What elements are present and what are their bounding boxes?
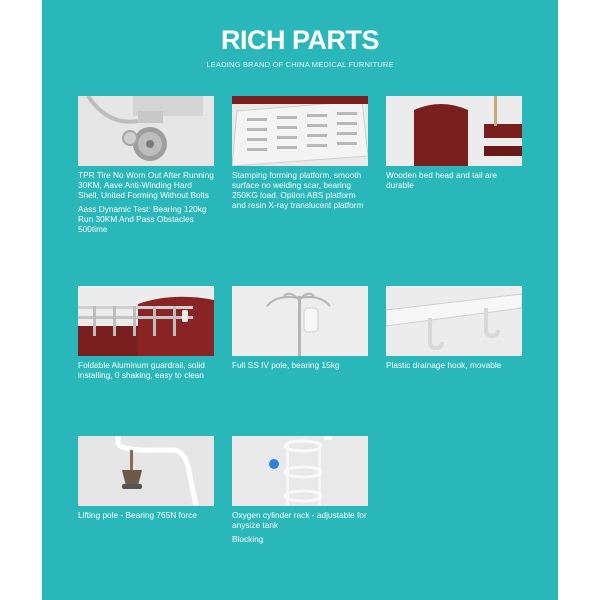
card-stamping-platform — [232, 96, 368, 210]
page-title: RICH PARTS — [220, 25, 379, 55]
card-oxygen-rack — [232, 436, 368, 544]
stamping-platform-photo — [232, 96, 368, 166]
wooden-bed-head-photo — [386, 96, 522, 166]
background-panel — [42, 0, 558, 600]
card-lifting-pole — [78, 436, 214, 520]
lifting-pole-caption: Lifting pole - Bearing 765N force — [78, 510, 197, 520]
card-tpr-tire — [78, 96, 214, 234]
aluminum-guardrail-caption: Foldable Aluminum guardrail, solid installing, 0 shaking, easy to clean — [78, 360, 205, 380]
drainage-hook-caption: Plastic drainage hook, movable — [386, 360, 502, 370]
iv-pole-photo — [232, 286, 368, 356]
drainage-hook-photo — [386, 286, 522, 356]
card-drainage-hook — [386, 286, 522, 370]
oxygen-rack-extra: Blocking — [232, 534, 264, 544]
lifting-pole-photo — [78, 436, 214, 506]
stamping-platform-caption: Stamping forming platform, smooth surface no welding scar, bearing 250KG load. Option ABS platform and resin X-ray translucent platform — [232, 170, 364, 210]
card-wooden-bed-head — [386, 96, 522, 190]
tpr-tire-extra: Aass Dynamic Test: Bearing 120kg Run 30KM And Pass Obstacles 500time — [78, 204, 207, 234]
iv-pole-caption: Full SS IV pole, bearing 15kg — [232, 360, 340, 370]
tpr-tire-caption: TPR Tire No Worn Out After Running 30KM, Aave Anti-Winding Hard Shell, United Forming Without Bolts — [78, 170, 214, 200]
page-subtitle: LEADING BRAND OF CHINA MEDICAL FURNITURE — [206, 60, 394, 69]
card-aluminum-guardrail — [78, 286, 214, 380]
oxygen-rack-caption: Oxygen cylinder rack - adjustable for anysize tank — [232, 510, 367, 530]
wooden-bed-head-caption: Wooden bed head and tail are durable — [386, 170, 498, 190]
tpr-tire-photo — [78, 96, 214, 166]
card-iv-pole — [232, 286, 368, 370]
aluminum-guardrail-photo — [78, 286, 214, 356]
oxygen-rack-photo — [232, 436, 368, 506]
